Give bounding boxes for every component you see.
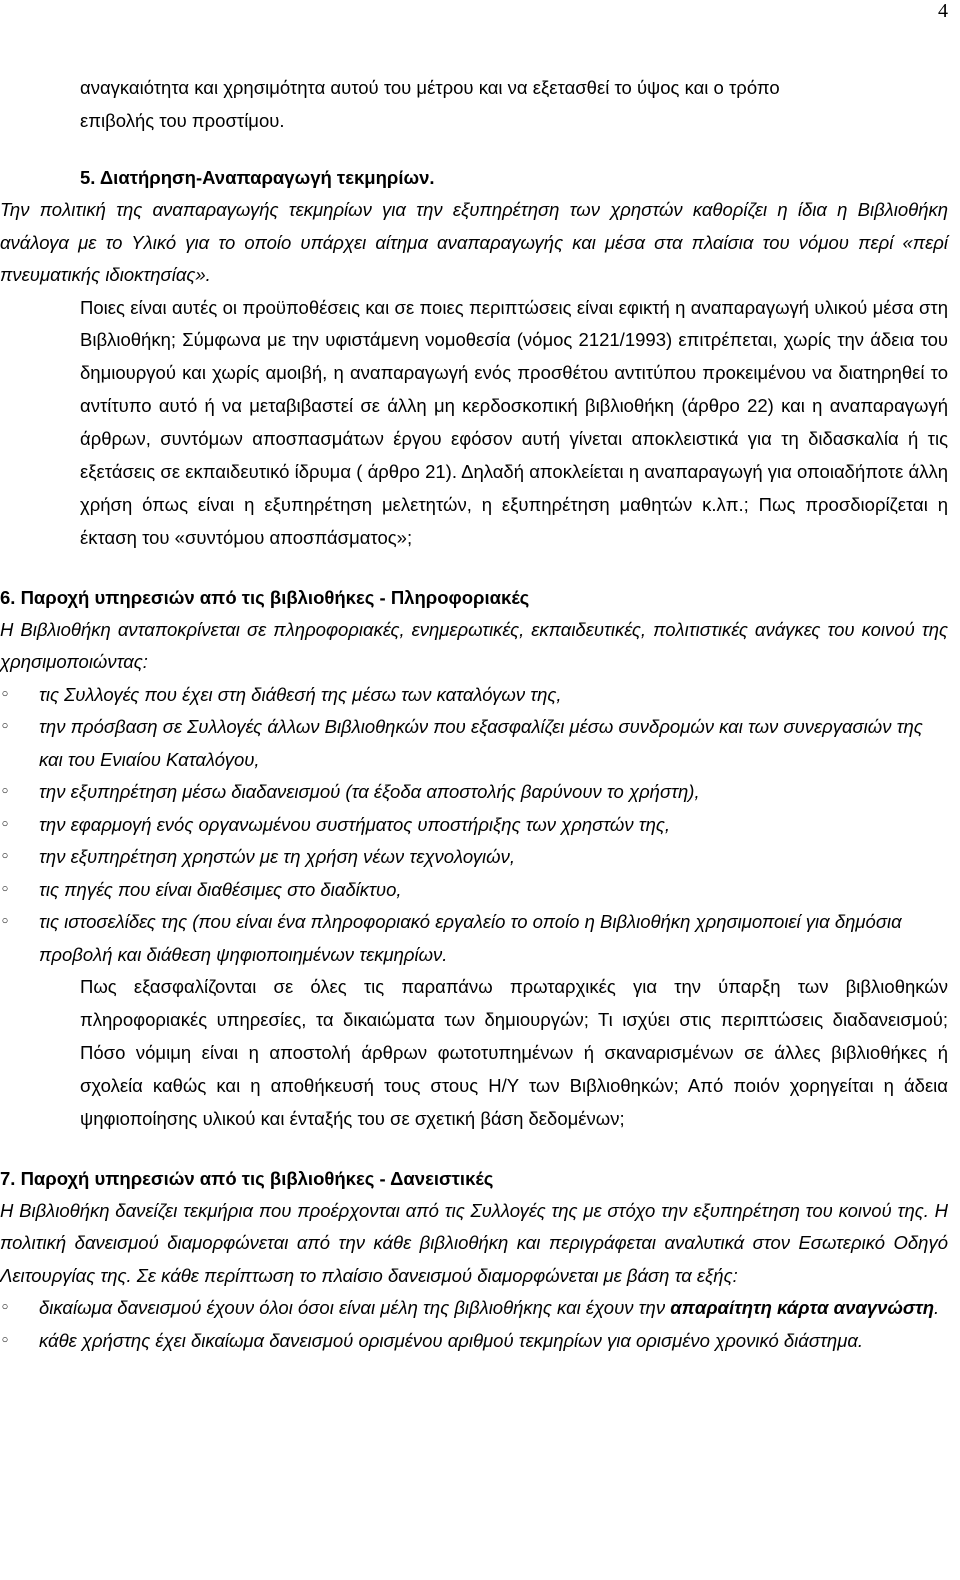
list-item-text: τις ιστοσελίδες της (που είναι ένα πληροφοριακό εργαλείο το οποίο η Βιβλιοθήκη χρησιμοποιεί για δημόσια προβολή και διάθεση ψηφιοποιημένων τεκμηρίων. bbox=[39, 911, 902, 965]
section4-line2: επιβολής του προστίμου. bbox=[80, 109, 285, 131]
list-item-end: . bbox=[934, 1297, 940, 1319]
list-item bbox=[0, 1292, 960, 1325]
section5-body: Ποιες είναι αυτές οι προϋποθέσεις και σε ποιες περιπτώσεις είναι εφικτή η αναπαραγωγή υλικού μέσα στη Βιβλιοθήκη; Σύμφωνα με την υφιστάμενη νομοθεσία (νόμος 2121/1993) επιτρέπεται, χωρίς την άδεια του δημιουργού και χωρίς αμοιβή, η αναπαραγωγή ενός προσθέτου αντιτύπου προκειμένου να διατηρηθεί το αντίτυπο αυτό ή να μεταβιβαστεί σε άλλη μη κερδοσκοπική βιβλιοθήκη (άρθρο 22) και η αναπαραγωγή άρθρων, συντόμων αποσπασμάτων έργου εφόσον αυτή γίνεται αποκλειστικά για τη διδασκαλία ή τις εξετάσεις σε εκπαιδευτικό ίδρυμα ( άρθρο 21). Δηλαδή αποκλείεται η αναπαραγωγή για οποιαδήποτε άλλη χρήση όπως είναι η εξυπηρέτηση μελετητών, η εξυπηρέτηση μαθητών κ.λπ.; Πως προσδιορίζεται η έκταση του «συντόμου αποσπάσματος»; bbox=[80, 296, 948, 548]
section5-heading: 5. Διατήρηση-Αναπαραγωγή τεκμηρίων. bbox=[80, 167, 435, 188]
bullet-icon: ◦ bbox=[0, 879, 11, 900]
bullet-icon: ◦ bbox=[0, 782, 11, 803]
section6-intro: Η Βιβλιοθήκη ανταποκρίνεται σε πληροφοριακές, ενημερωτικές, εκπαιδευτικές, πολιτιστικές ανάγκες του κοινού της χρησιμοποιώντας: bbox=[0, 618, 948, 673]
list-item-text: τις Συλλογές που έχει στη διάθεσή της μέσω των καταλόγων της, bbox=[39, 683, 562, 705]
section6-list bbox=[0, 679, 960, 972]
section7-list bbox=[0, 1292, 960, 1357]
bullet-icon: ◦ bbox=[0, 1330, 11, 1351]
document-body bbox=[0, 72, 960, 1357]
section7-heading: 7. Παροχή υπηρεσιών από τις βιβλιοθήκες - Δανειστικές bbox=[0, 1167, 494, 1189]
list-item bbox=[0, 679, 960, 712]
list-item bbox=[0, 841, 960, 874]
list-item-text: τις πηγές που είναι διαθέσιμες στο διαδίκτυο, bbox=[39, 878, 402, 900]
bullet-icon: ◦ bbox=[0, 847, 11, 868]
list-item bbox=[0, 809, 960, 842]
page-number: 4 bbox=[938, 0, 948, 22]
bullet-icon: ◦ bbox=[0, 684, 11, 705]
list-item-text: την εφαρμογή ενός οργανωμένου συστήματος υποστήριξης των χρηστών της, bbox=[39, 813, 671, 835]
list-item bbox=[0, 1325, 960, 1358]
list-item-text: δικαίωμα δανεισμού έχουν όλοι όσοι είναι μέλη της βιβλιοθήκης και έχουν την bbox=[39, 1297, 671, 1319]
bullet-icon: ◦ bbox=[0, 912, 11, 933]
bullet-icon: ◦ bbox=[0, 814, 11, 835]
section7-intro: Η Βιβλιοθήκη δανείζει τεκμήρια που προέρχονται από τις Συλλογές της με στόχο την εξυπηρέτηση του κοινού της. Η πολιτική δανεισμού διαμορφώνεται από την κάθε βιβλιοθήκη και περιγράφεται αναλυτικά στον Εσωτερικό Οδηγό Λειτουργίας της. Σε κάθε περίπτωση το πλαίσιο δανεισμού διαμορφώνεται με βάση τα εξής: bbox=[0, 1199, 948, 1286]
list-item-emphasis: απαραίτητη κάρτα αναγνώστη bbox=[670, 1297, 935, 1319]
section4-line1: αναγκαιότητα και χρησιμότητα αυτού του μέτρου και να εξετασθεί το ύψος και ο τρόπο bbox=[80, 77, 780, 98]
section6-heading: 6. Παροχή υπηρεσιών από τις βιβλιοθήκες - Πληροφοριακές bbox=[0, 586, 530, 608]
section5-intro: Την πολιτική της αναπαραγωγής τεκμηρίων για την εξυπηρέτηση των χρηστών καθορίζει η ίδια η Βιβλιοθήκη ανάλογα με το Υλικό για το οποίο υπάρχει αίτημα αναπαραγωγής και μέσα στα πλαίσια του νόμου περί «περί πνευματικής ιδιοκτησίας». bbox=[0, 199, 948, 285]
list-item bbox=[0, 874, 960, 907]
bullet-icon: ◦ bbox=[0, 1298, 11, 1319]
list-item-text: κάθε χρήστης έχει δικαίωμα δανεισμού ορισμένου αριθμού τεκμηρίων για ορισμένο χρονικό διάστημα. bbox=[39, 1329, 864, 1351]
bullet-icon: ◦ bbox=[0, 717, 11, 738]
section4-continuation bbox=[0, 72, 960, 137]
list-item bbox=[0, 906, 960, 971]
list-item-text: την εξυπηρέτηση μέσω διαδανεισμού (τα έξοδα αποστολής βαρύνουν το χρήστη), bbox=[39, 781, 700, 803]
section6-closing: Πως εξασφαλίζονται σε όλες τις παραπάνω πρωταρχικές για την ύπαρξη των βιβλιοθηκών πληροφοριακές υπηρεσίες, τα δικαιώματα των δημιουργών; Τι ισχύει στις περιπτώσεις διαδανεισμού; Πόσο νόμιμη είναι η αποστολή άρθρων φωτοτυπημένων ή σκαναρισμένων σε άλλες βιβλιοθήκες ή σχολεία καθώς και η αποθήκευσή τους στους Η/Υ των Βιβλιοθηκών; Από ποιόν χορηγείται η άδεια ψηφιοποίησης υλικού και ένταξής του σε σχετική βάση δεδομένων; bbox=[80, 976, 948, 1129]
list-item-text: την εξυπηρέτηση χρηστών με τη χρήση νέων τεχνολογιών, bbox=[39, 846, 515, 868]
list-item bbox=[0, 776, 960, 809]
list-item-text: την πρόσβαση σε Συλλογές άλλων Βιβλιοθηκών που εξασφαλίζει μέσω συνδρομών και των συνεργασιών της και του Ενιαίου Καταλόγου, bbox=[39, 716, 923, 770]
list-item bbox=[0, 711, 960, 776]
